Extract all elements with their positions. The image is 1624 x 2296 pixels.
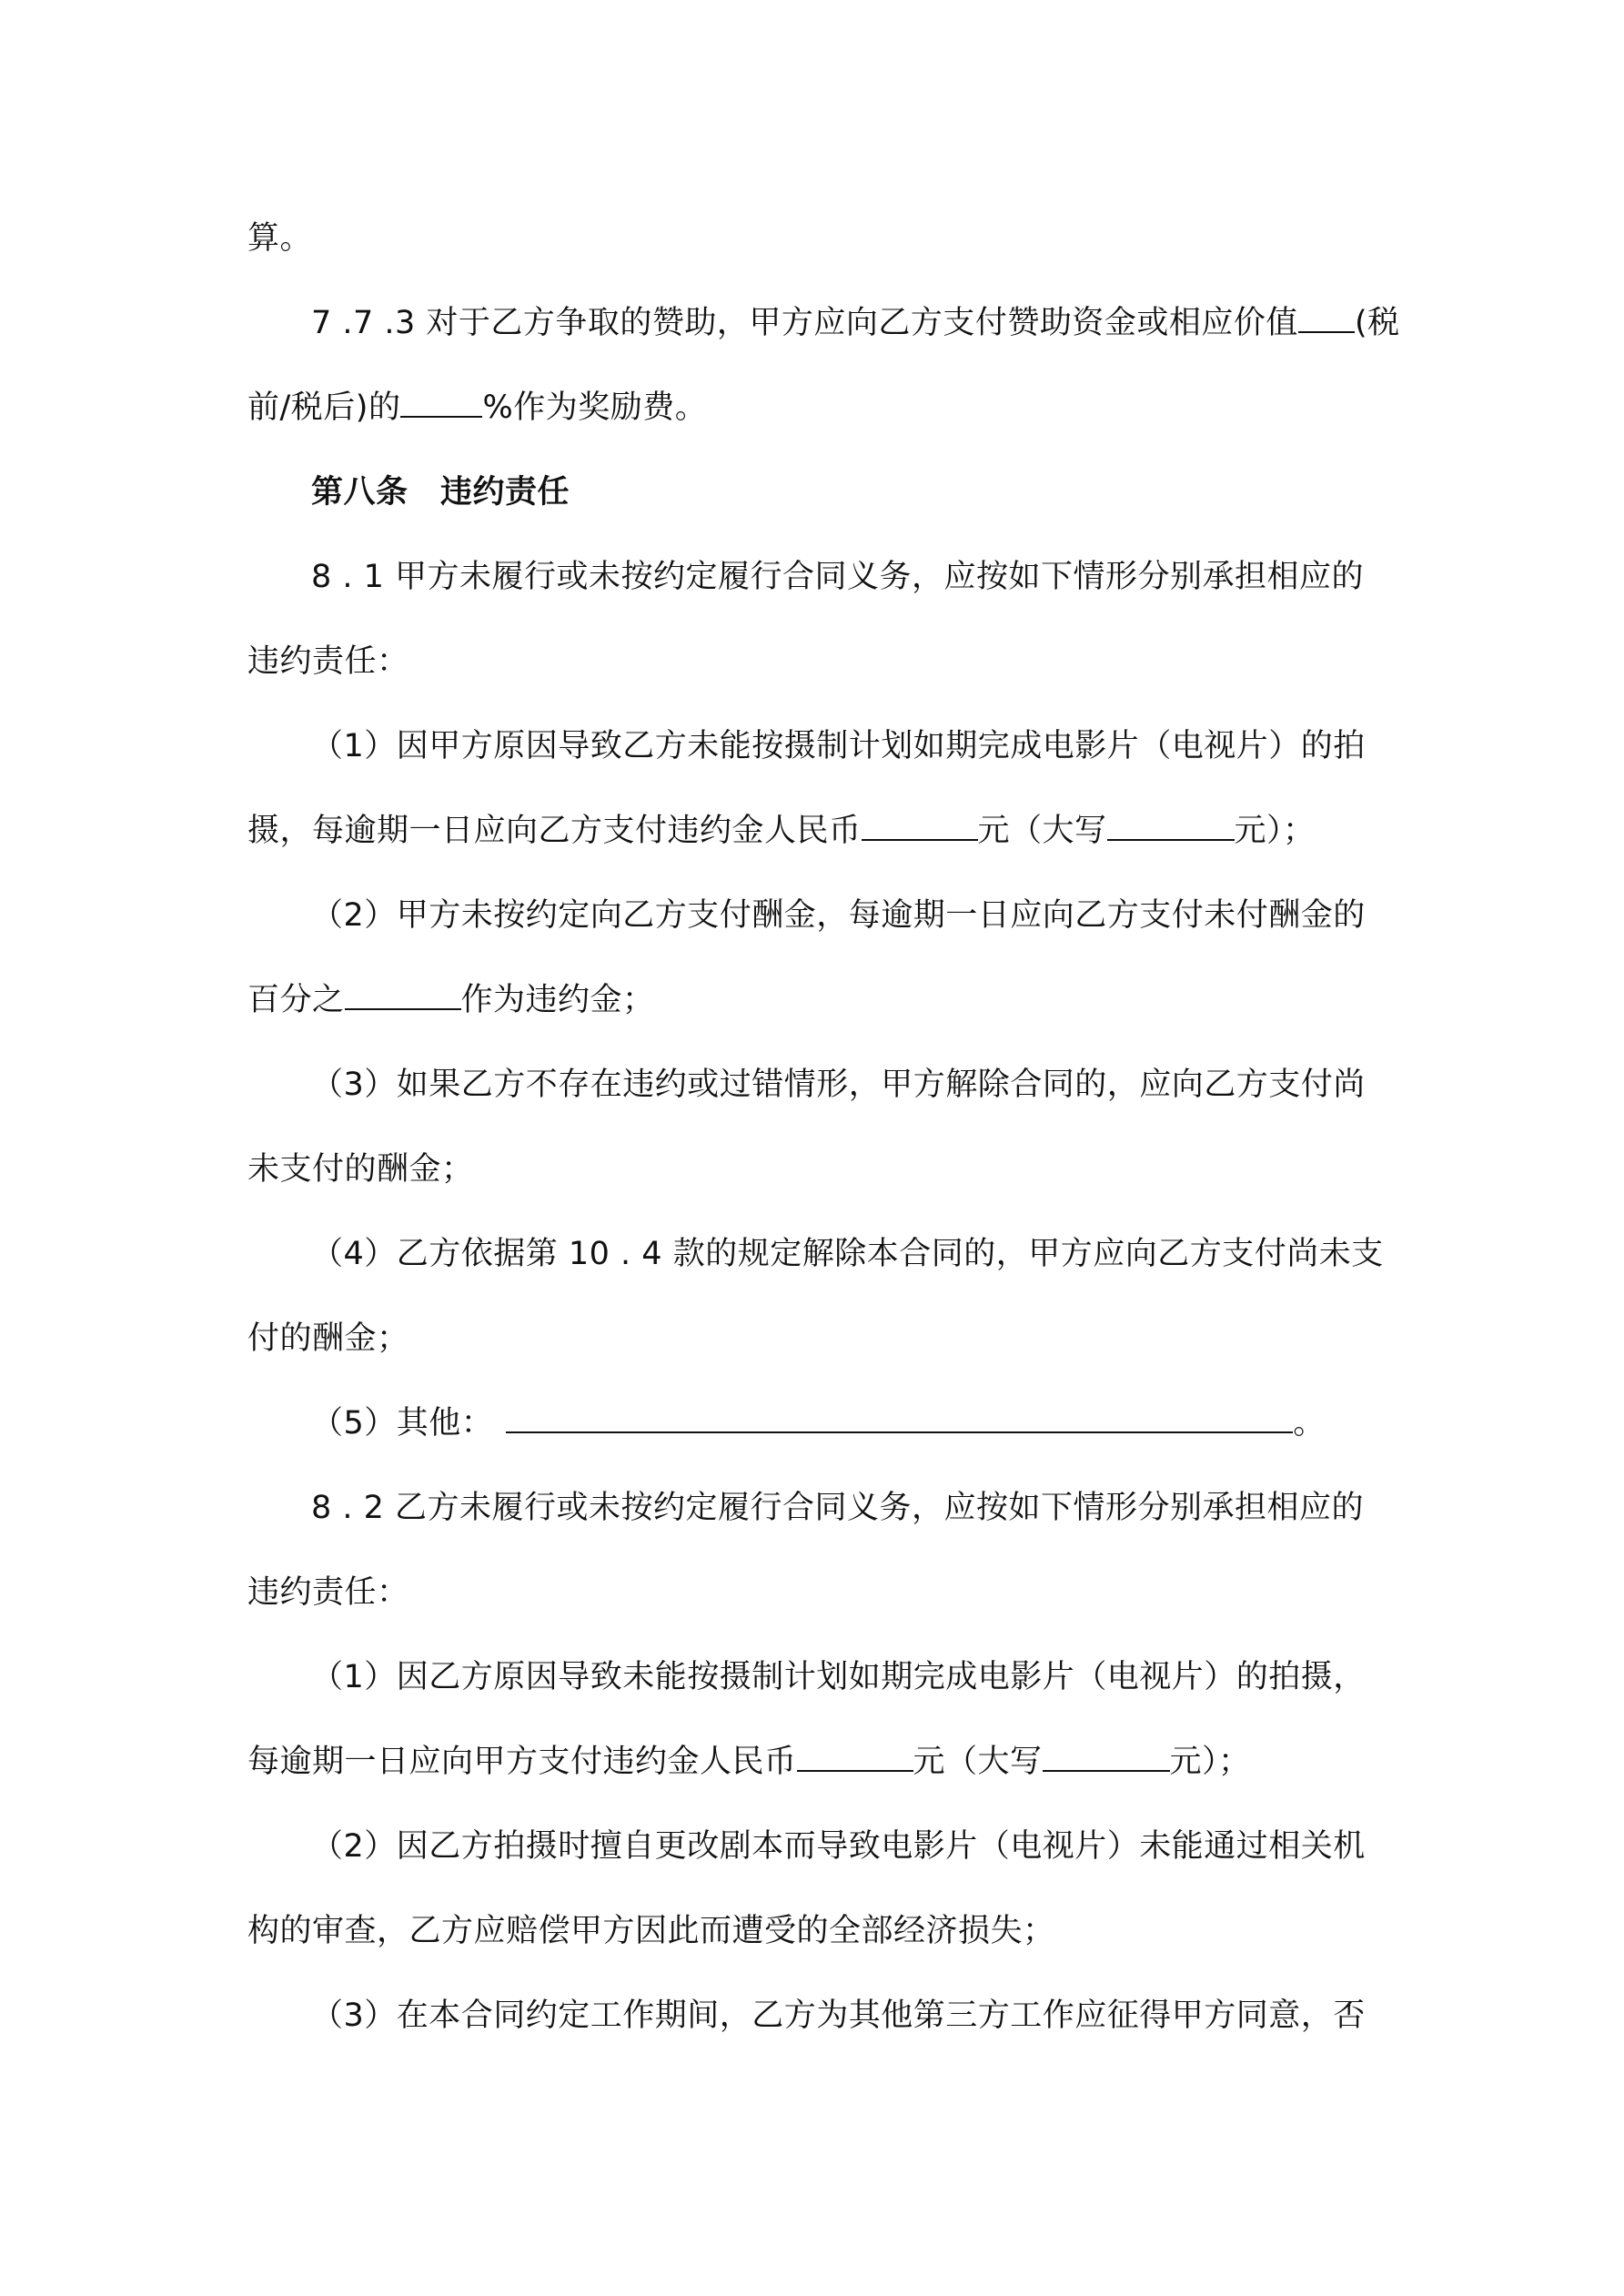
text-segment: 元（大写 [913,1744,1043,1780]
item-8-1-2-line-2 [247,980,1394,1020]
paragraph-line: 算。 [247,220,313,257]
item-8-1-2-line-1: （2）甲方未按约定向乙方支付酬金，每逾期一日应向乙方支付未付酬金的 [311,897,1366,934]
text-segment: 元（大写 [977,813,1107,849]
item-8-2-1-line-1: （1）因乙方原因导致未能按摄制计划如期完成电影片（电视片）的拍摄， [311,1659,1366,1695]
item-8-1-1-line-2 [247,811,1394,851]
item-8-2-3-line-1: （3）在本合同约定工作期间，乙方为其他第三方工作应征得甲方同意，否 [311,1998,1366,2034]
text-segment: 前/税后)的 [247,389,401,426]
item-8-2-2-line-2: 构的审查，乙方应赔偿甲方因此而遭受的全部经济损失； [247,1913,1055,1949]
clause-8-1-line-2: 违约责任： [247,643,409,680]
fill-blank [1298,304,1355,333]
fill-blank [862,812,978,841]
item-8-1-4-line-1: （4）乙方依据第 10 . 4 款的规定解除本合同的，甲方应向乙方支付尚未支 [311,1236,1384,1272]
item-8-1-3-line-1: （3）如果乙方不存在违约或过错情形，甲方解除合同的，应向乙方支付尚 [311,1067,1366,1103]
text-segment: 7 .7 .3 对于乙方争取的赞助，甲方应向乙方支付赞助资金或相应价值 [311,305,1298,341]
article-8-heading: 第八条 违约责任 [311,474,570,511]
item-8-1-3-line-2: 未支付的酬金； [247,1151,474,1188]
text-segment: 元）； [1234,813,1316,849]
fill-blank [1043,1743,1170,1772]
text-segment: (税 [1354,305,1400,341]
fill-blank [345,981,461,1010]
fill-blank [400,389,482,418]
text-segment: 每逾期一日应向甲方支付违约金人民币 [247,1744,797,1780]
text-segment: 摄，每逾期一日应向乙方支付违约金人民币 [247,813,862,849]
clause-8-2-line-2: 违约责任： [247,1574,409,1611]
item-8-1-4-line-2: 付的酬金； [247,1320,409,1357]
text-segment: 。 [1293,1405,1326,1441]
clause-7-7-3-line-2 [247,388,1394,428]
text-segment: 元）； [1169,1744,1251,1780]
text-segment: 百分之 [247,982,345,1018]
item-8-1-5-line [311,1403,1394,1443]
item-8-2-1-line-2 [247,1742,1394,1782]
text-segment: 作为违约金； [460,982,655,1018]
item-8-1-1-line-1: （1）因甲方原因导致乙方未能按摄制计划如期完成电影片（电视片）的拍 [311,728,1366,764]
fill-blank [506,1404,1293,1433]
clause-8-1-line-1: 8 . 1 甲方未履行或未按约定履行合同义务，应按如下情形分别承担相应的 [311,559,1365,595]
text-segment: （5）其他： [311,1405,494,1441]
fill-blank [797,1743,913,1772]
clause-8-2-line-1: 8 . 2 乙方未履行或未按约定履行合同义务，应按如下情形分别承担相应的 [311,1490,1365,1526]
clause-7-7-3-line-1 [311,303,1400,343]
fill-blank [1107,812,1235,841]
item-8-2-2-line-1: （2）因乙方拍摄时擅自更改剧本而导致电影片（电视片）未能通过相关机 [311,1828,1366,1865]
text-segment: %作为奖励费。 [482,389,708,426]
